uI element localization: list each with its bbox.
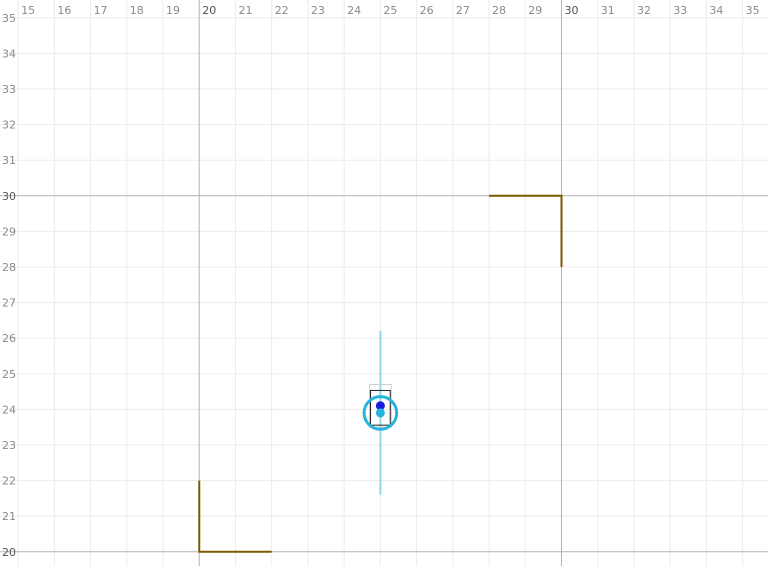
y-tick-label: 24 <box>2 403 16 417</box>
x-axis-ticks <box>21 4 760 17</box>
x-tick-label: 33 <box>673 4 688 17</box>
y-tick-label: 35 <box>2 11 16 25</box>
y-tick-label: 34 <box>2 47 16 61</box>
y-tick-label: 29 <box>2 225 16 239</box>
y-tick-label: 22 <box>2 474 16 488</box>
x-tick-label: 17 <box>93 4 108 17</box>
x-tick-label: 22 <box>274 4 289 17</box>
x-tick-label: 16 <box>57 4 72 17</box>
x-tick-label: 31 <box>600 4 615 17</box>
y-tick-label: 32 <box>2 118 16 132</box>
position-cursor[interactable] <box>364 331 397 495</box>
y-tick-label: 27 <box>2 296 16 310</box>
x-tick-label: 28 <box>492 4 507 17</box>
y-axis-ticks <box>2 12 16 559</box>
x-tick-label: 15 <box>21 4 36 17</box>
y-tick-label: 23 <box>2 438 16 452</box>
x-tick-label: 23 <box>310 4 325 17</box>
y-tick-label: 25 <box>2 367 16 381</box>
x-tick-label: 24 <box>347 4 362 17</box>
x-tick-label: 20 <box>202 4 217 17</box>
x-tick-label: 32 <box>636 4 651 17</box>
y-tick-label: 28 <box>2 260 16 274</box>
x-tick-label: 25 <box>383 4 398 17</box>
x-tick-label: 30 <box>564 4 579 17</box>
y-tick-label: 20 <box>2 545 16 559</box>
y-tick-label: 31 <box>2 154 16 168</box>
x-tick-label: 26 <box>419 4 434 17</box>
x-tick-label: 18 <box>129 4 144 17</box>
y-tick-label: 30 <box>2 189 16 203</box>
x-tick-label: 35 <box>745 4 760 17</box>
cursor-position-dot <box>376 408 385 417</box>
x-tick-label: 29 <box>528 4 543 17</box>
x-tick-label: 21 <box>238 4 253 17</box>
y-tick-label: 21 <box>2 510 16 524</box>
x-tick-label: 19 <box>166 4 181 17</box>
y-tick-label: 33 <box>2 82 16 96</box>
x-tick-label: 34 <box>709 4 724 17</box>
x-tick-label: 27 <box>455 4 470 17</box>
y-tick-label: 26 <box>2 332 16 346</box>
